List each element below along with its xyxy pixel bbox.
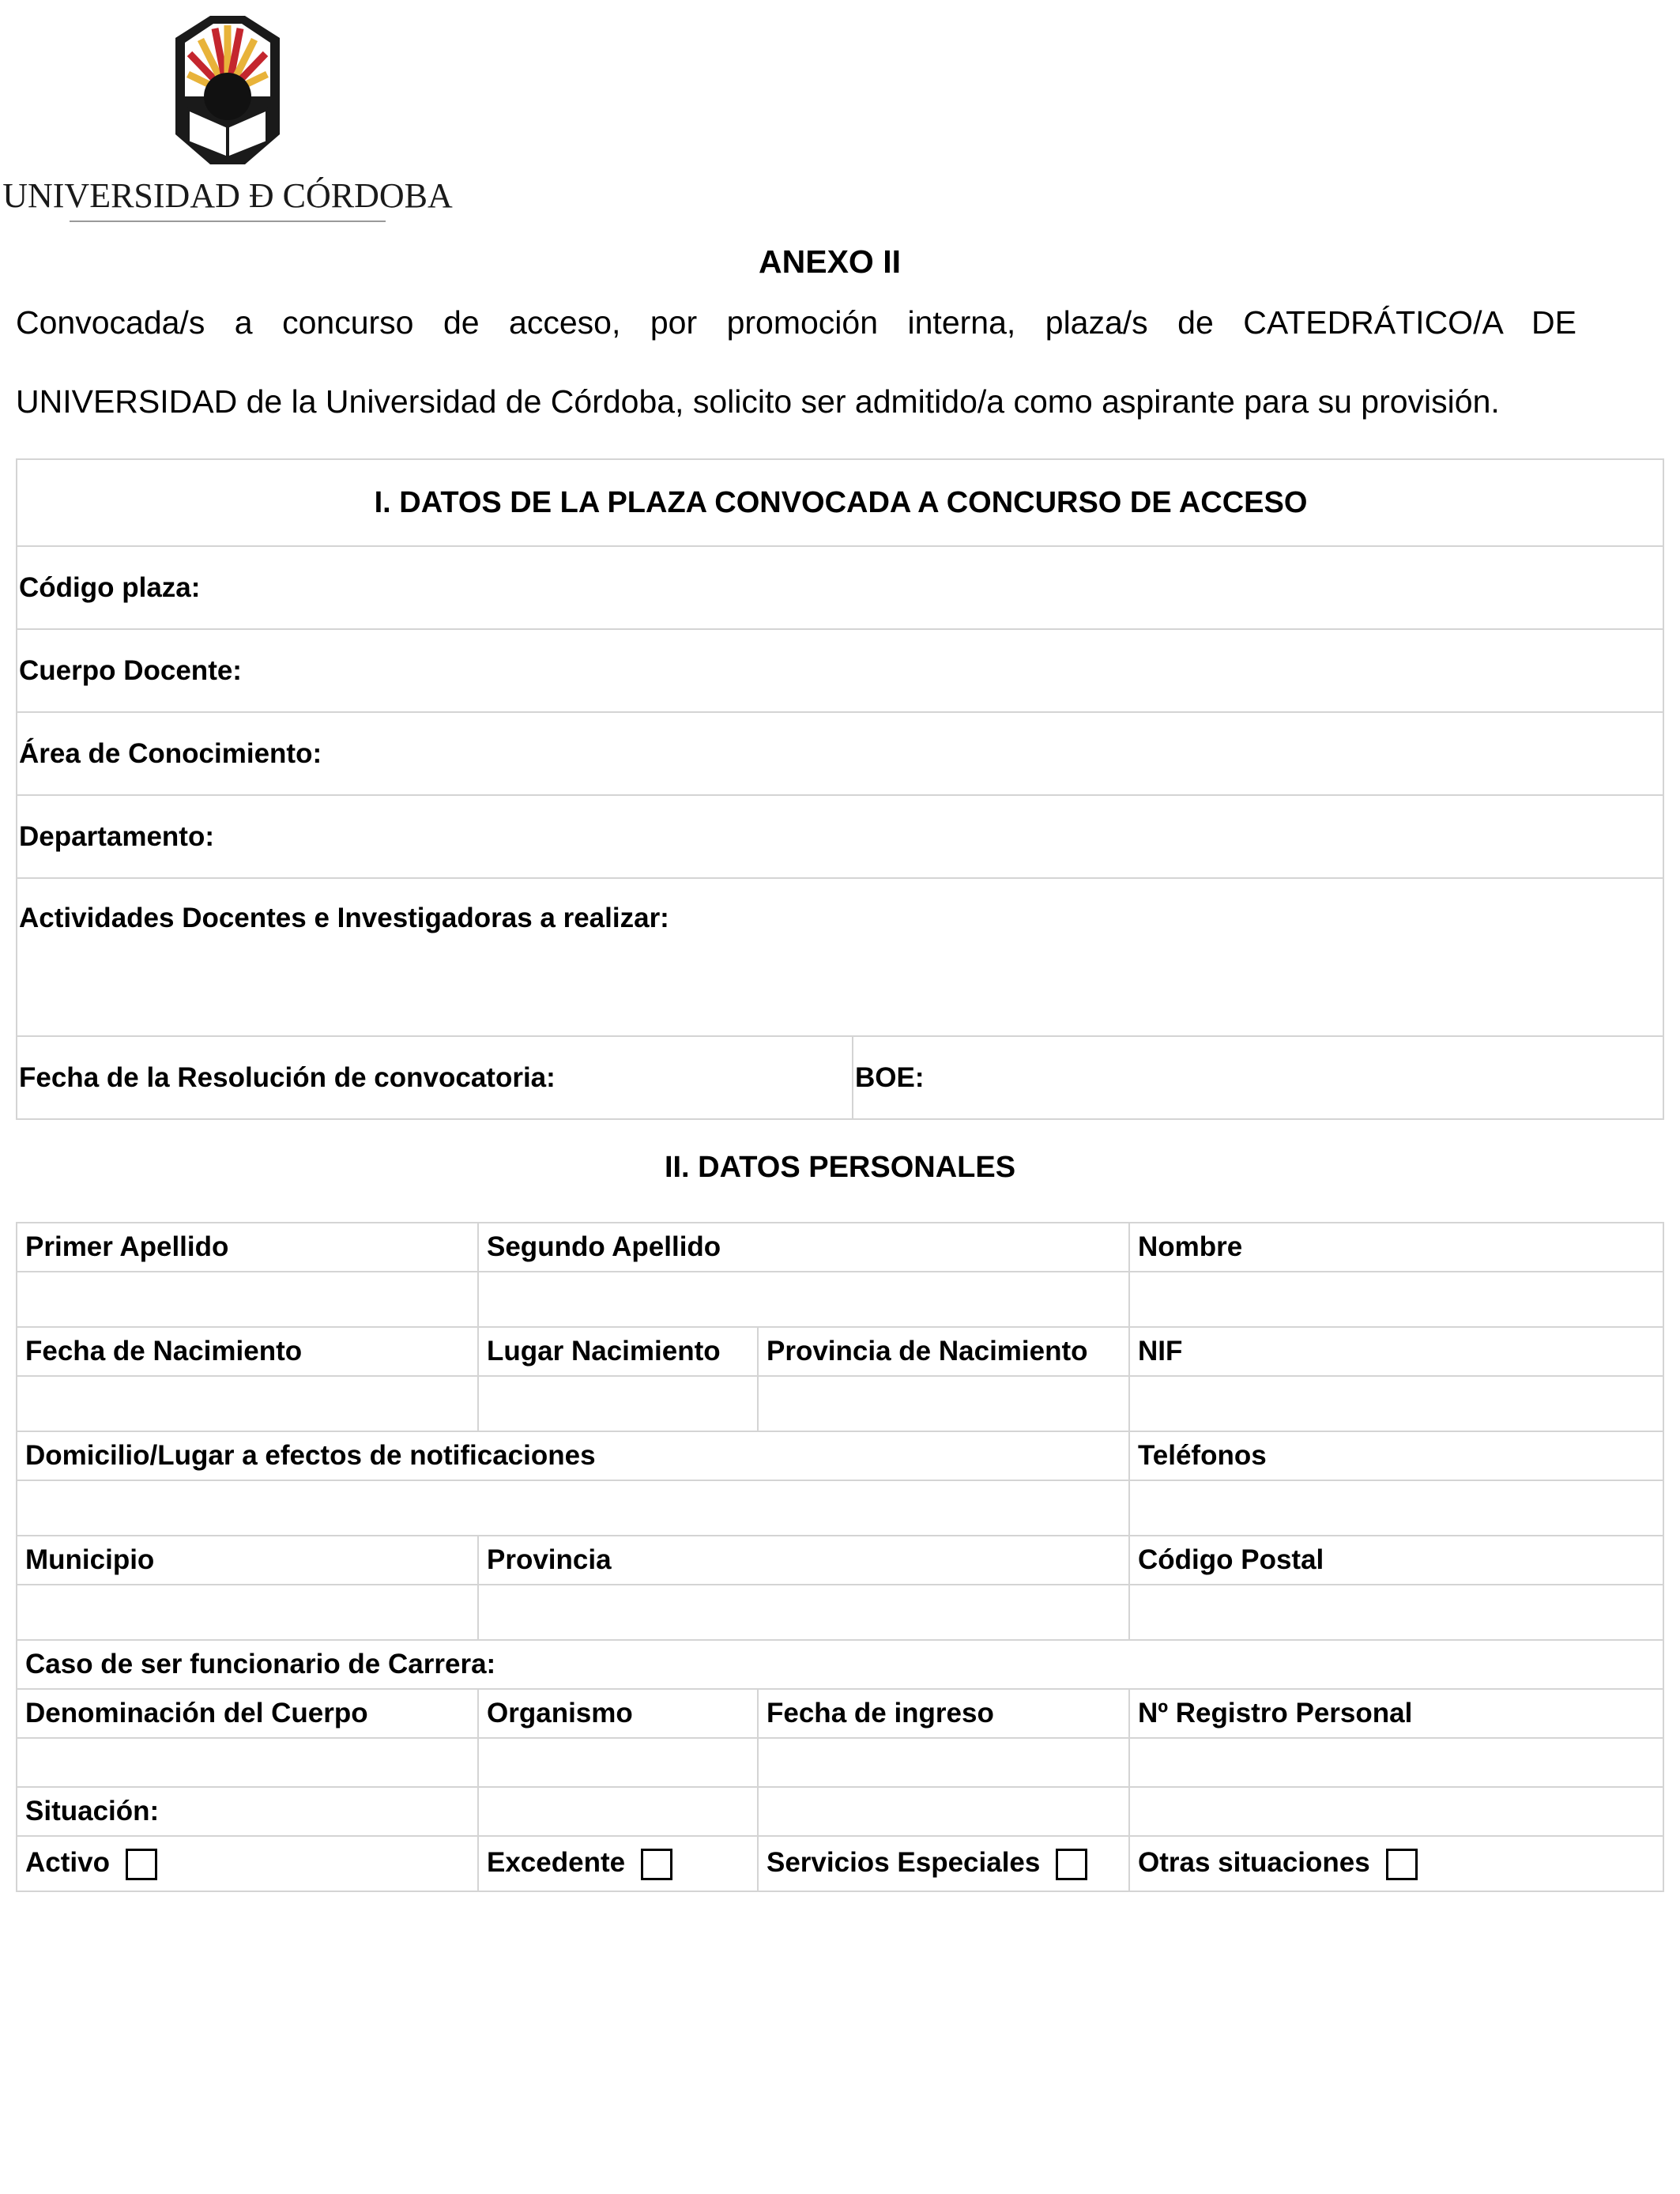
input-domicilio[interactable]	[17, 1480, 1129, 1536]
label-nombre: Nombre	[1129, 1223, 1663, 1272]
field-area-conocimiento[interactable]: Área de Conocimiento:	[17, 712, 1663, 795]
input-codigo-postal[interactable]	[1129, 1585, 1663, 1640]
checkbox-servicios-especiales[interactable]	[1056, 1849, 1087, 1880]
label-primer-apellido: Primer Apellido	[17, 1223, 478, 1272]
input-municipio[interactable]	[17, 1585, 478, 1640]
checkbox-excedente[interactable]	[641, 1849, 672, 1880]
label-provincia-nacimiento: Provincia de Nacimiento	[758, 1327, 1129, 1376]
input-provincia-nacimiento[interactable]	[758, 1376, 1129, 1431]
annex-title: ANEXO II	[759, 243, 901, 280]
label-fecha-nacimiento: Fecha de Nacimiento	[17, 1327, 478, 1376]
intro-text-line-2: UNIVERSIDAD de la Universidad de Córdoba, solicito ser admitido/a como aspirante para su provisión.	[16, 383, 1500, 420]
label-situacion: Situación:	[17, 1787, 478, 1836]
label-lugar-nacimiento: Lugar Nacimiento	[478, 1327, 758, 1376]
logo-wordmark: UNIVERSIDAD Đ CÓRDOBA	[2, 176, 453, 215]
checkbox-activo[interactable]	[126, 1849, 157, 1880]
section-2-title: II. DATOS PERSONALES	[664, 1151, 1016, 1184]
university-logo	[2, 8, 453, 223]
input-lugar-nacimiento[interactable]	[478, 1376, 758, 1431]
intro-text-line-1: Convocada/s a concurso de acceso, por promoción interna, plaza/s de CATEDRÁTICO/A DE	[16, 304, 1576, 341]
option-activo	[17, 1836, 478, 1891]
situacion-empty-cell	[758, 1787, 1129, 1836]
input-fecha-nacimiento[interactable]	[17, 1376, 478, 1431]
option-servicios-especiales	[758, 1836, 1129, 1891]
label-municipio: Municipio	[17, 1536, 478, 1585]
label-servicios-especiales: Servicios Especiales	[767, 1847, 1041, 1879]
label-registro-personal: Nº Registro Personal	[1129, 1689, 1663, 1738]
situacion-empty-cell	[1129, 1787, 1663, 1836]
position-data-table	[16, 458, 1664, 1120]
label-domicilio: Domicilio/Lugar a efectos de notificaciones	[17, 1431, 1129, 1480]
label-denominacion-cuerpo: Denominación del Cuerpo	[17, 1689, 478, 1738]
situacion-empty-cell	[478, 1787, 758, 1836]
input-denominacion-cuerpo[interactable]	[17, 1738, 478, 1787]
field-departamento[interactable]: Departamento:	[17, 795, 1663, 878]
input-segundo-apellido[interactable]	[478, 1272, 1129, 1327]
input-organismo[interactable]	[478, 1738, 758, 1787]
label-segundo-apellido: Segundo Apellido	[478, 1223, 1129, 1272]
checkbox-otras-situaciones[interactable]	[1386, 1849, 1418, 1880]
label-organismo: Organismo	[478, 1689, 758, 1738]
label-telefonos: Teléfonos	[1129, 1431, 1663, 1480]
input-primer-apellido[interactable]	[17, 1272, 478, 1327]
option-excedente	[478, 1836, 758, 1891]
input-nombre[interactable]	[1129, 1272, 1663, 1327]
field-cuerpo-docente[interactable]: Cuerpo Docente:	[17, 629, 1663, 712]
input-fecha-ingreso[interactable]	[758, 1738, 1129, 1787]
field-boe[interactable]: BOE:	[853, 1036, 1663, 1119]
label-provincia: Provincia	[478, 1536, 1129, 1585]
field-codigo-plaza[interactable]: Código plaza:	[17, 546, 1663, 629]
label-excedente: Excedente	[487, 1847, 626, 1879]
label-codigo-postal: Código Postal	[1129, 1536, 1663, 1585]
option-otras-situaciones	[1129, 1836, 1663, 1891]
personal-data-table	[16, 1222, 1664, 1892]
label-otras-situaciones: Otras situaciones	[1138, 1847, 1370, 1879]
input-provincia[interactable]	[478, 1585, 1129, 1640]
section-1-title: I. DATOS DE LA PLAZA CONVOCADA A CONCURSO DE ACCESO	[17, 459, 1663, 546]
label-nif: NIF	[1129, 1327, 1663, 1376]
field-fecha-resolucion[interactable]: Fecha de la Resolución de convocatoria:	[17, 1036, 853, 1119]
input-nif[interactable]	[1129, 1376, 1663, 1431]
input-registro-personal[interactable]	[1129, 1738, 1663, 1787]
label-activo: Activo	[25, 1847, 110, 1879]
label-funcionario-carrera: Caso de ser funcionario de Carrera:	[17, 1640, 1663, 1689]
field-actividades[interactable]: Actividades Docentes e Investigadoras a realizar:	[17, 878, 1663, 1036]
label-fecha-ingreso: Fecha de ingreso	[758, 1689, 1129, 1738]
input-telefonos[interactable]	[1129, 1480, 1663, 1536]
